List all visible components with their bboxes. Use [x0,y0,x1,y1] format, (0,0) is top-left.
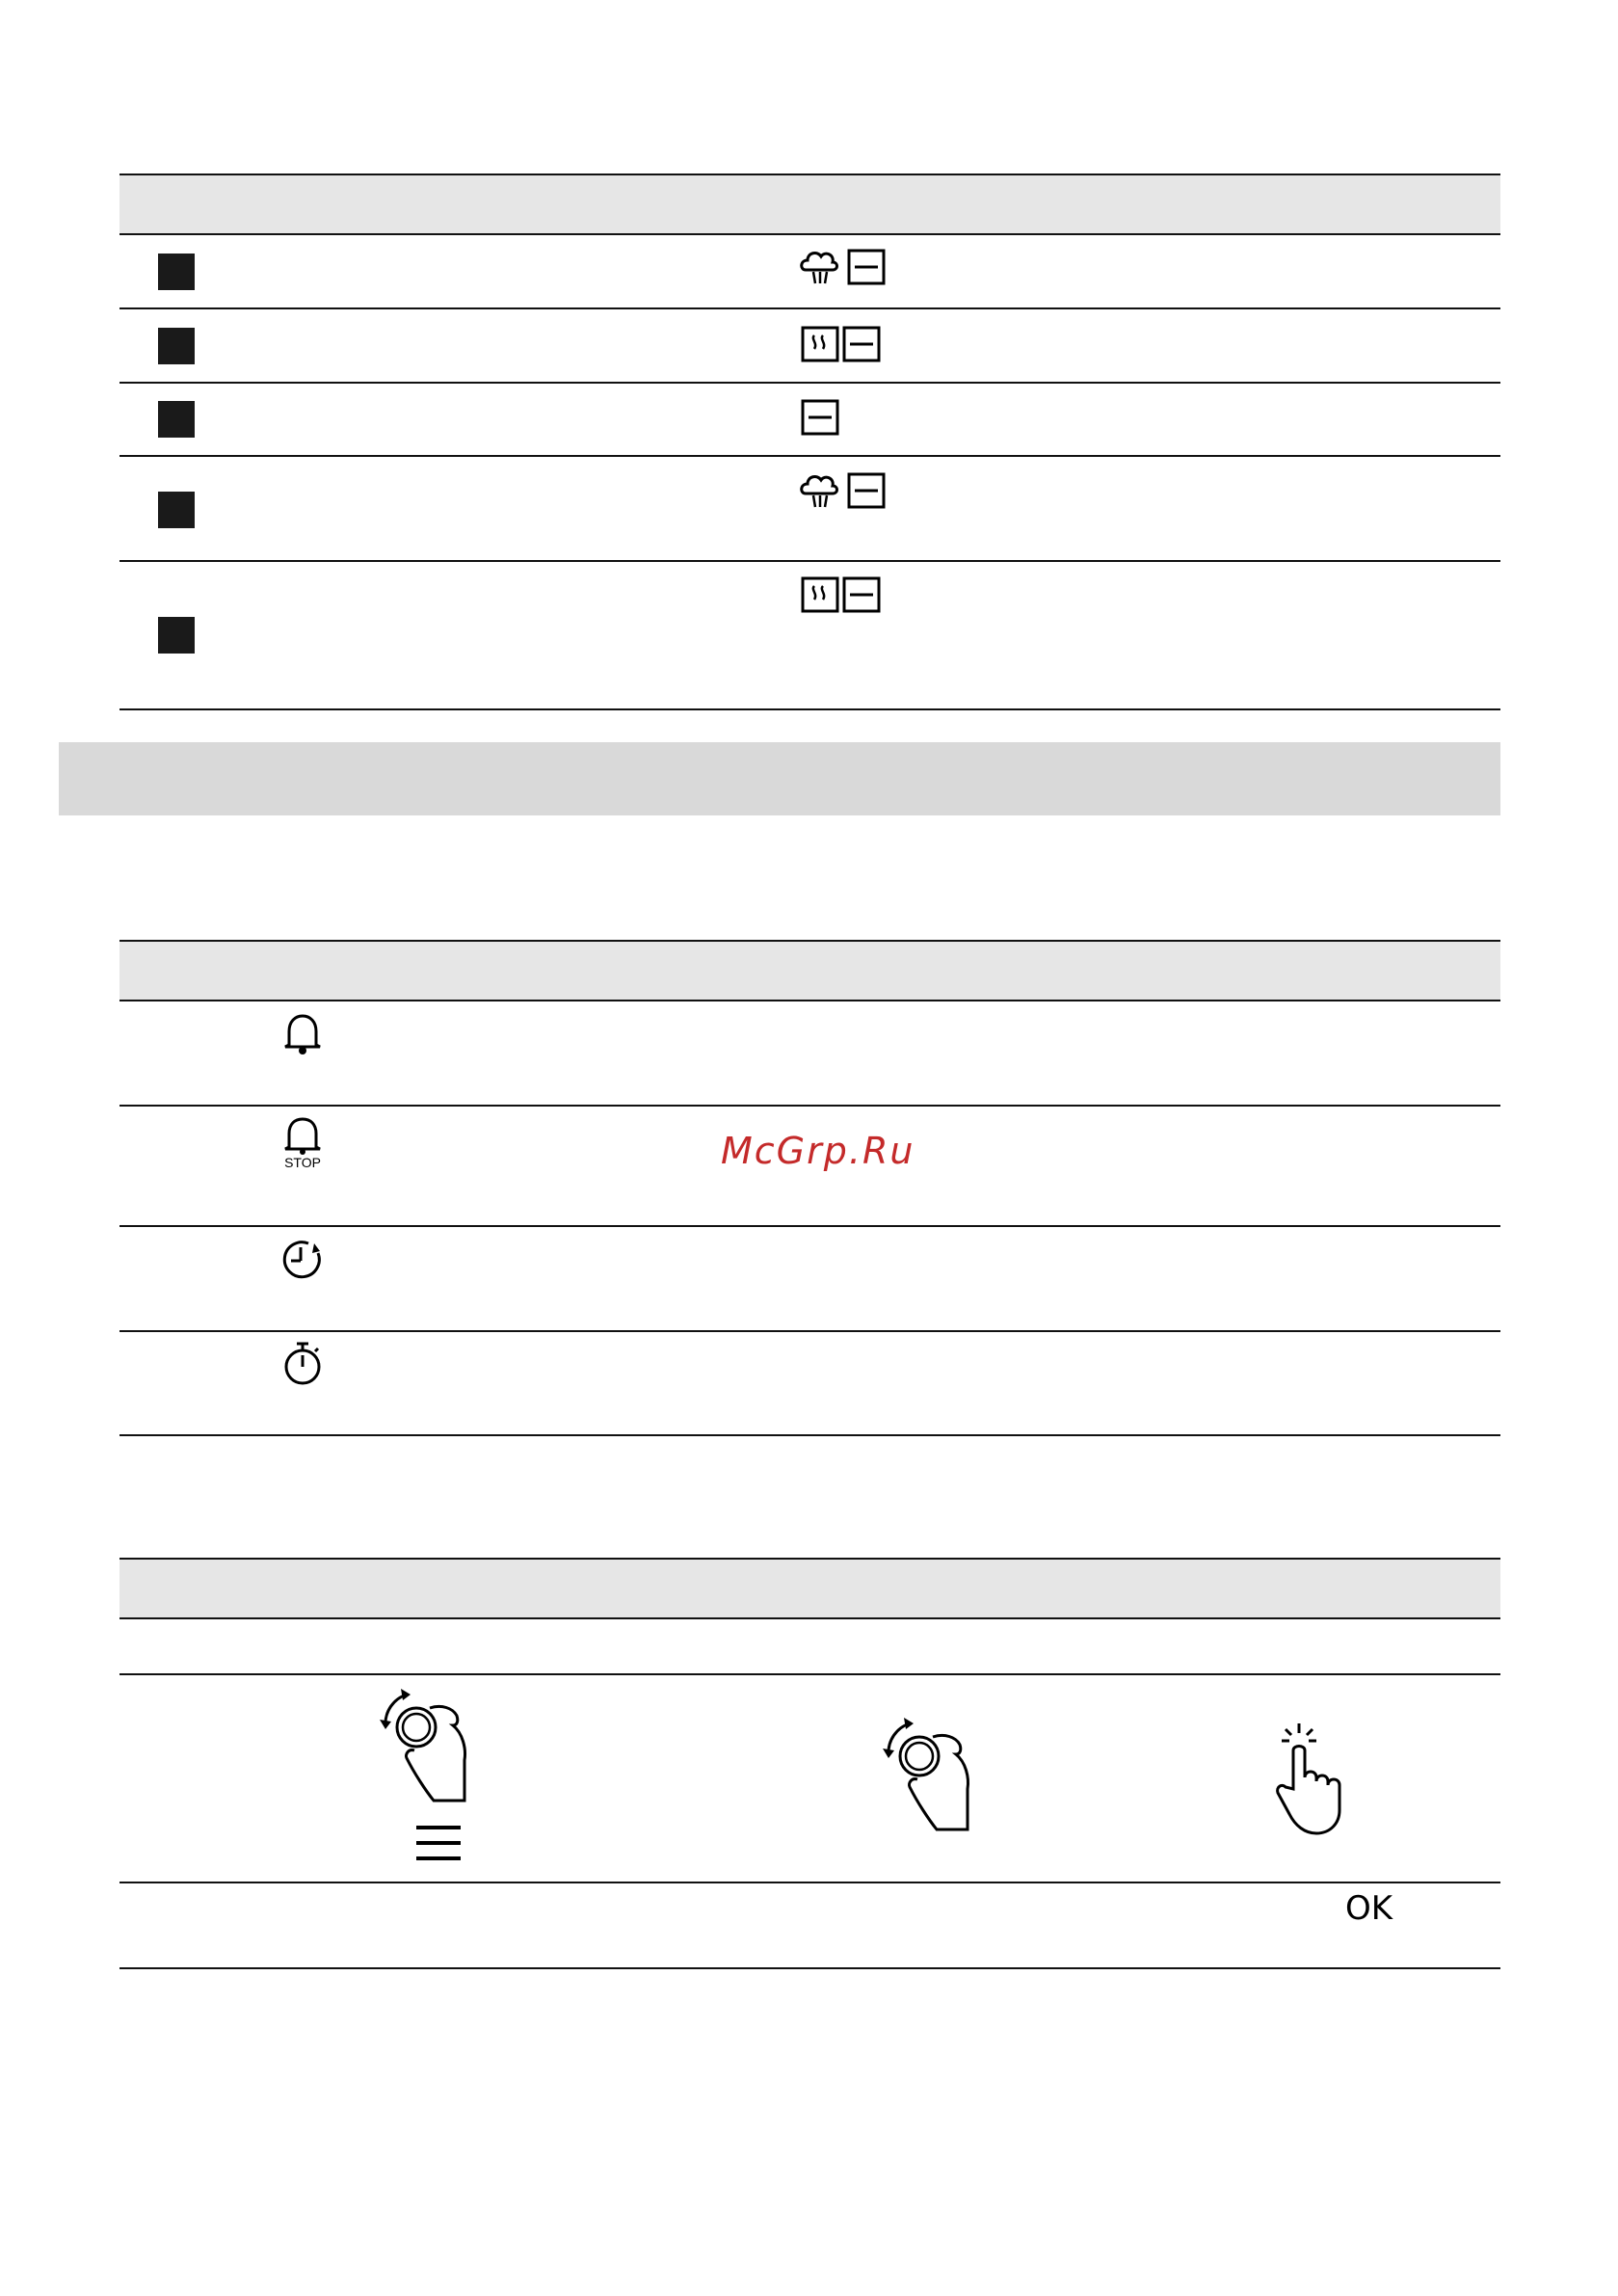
watermark: McGrp.Ru [721,1130,915,1172]
table2-row-rule [119,1225,1500,1227]
bell-stop-icon [281,1116,324,1155]
table1-marker [158,328,195,364]
table1-marker [158,492,195,528]
table1-marker [158,617,195,654]
table3-row-rule [119,1882,1500,1883]
table1-bottom-rule [119,708,1500,710]
tray-icon [800,397,840,438]
table2-top-rule [119,940,1500,942]
table1-top-rule [119,174,1500,175]
menu-icon [414,1822,463,1864]
table1-row-rule [119,560,1500,562]
table1-row-rule [119,307,1500,309]
table2-row-rule [119,1105,1500,1107]
table1-row-rule [119,382,1500,384]
section-heading-bar [59,742,1500,815]
steam-tray-icon [800,470,887,511]
knob-rotate-hand-icon [875,1716,981,1836]
table2-bottom-rule [119,1434,1500,1436]
clock-delay-icon [279,1238,328,1282]
table1-marker [158,401,195,438]
stop-label: STOP [284,1155,321,1170]
touch-hand-icon [1268,1722,1355,1837]
table3-bottom-rule [119,1967,1500,1969]
table3-top-rule [119,1558,1500,1560]
stopwatch-icon [281,1340,324,1388]
ok-label: OK [1345,1889,1393,1928]
table2-row-rule [119,1330,1500,1332]
table2-header-rule [119,1000,1500,1001]
bell-icon [281,1012,324,1056]
table2-header [119,941,1500,1001]
table1-header [119,174,1500,234]
knob-rotate-hand-icon [372,1687,478,1807]
table1-row-rule [119,455,1500,457]
heat-tray-icon [800,574,887,615]
steam-tray-icon [800,247,887,287]
table3-header [119,1559,1500,1618]
table3-header-rule [119,1617,1500,1619]
table1-marker [158,254,195,290]
heat-tray-icon [800,324,887,364]
table1-header-rule [119,233,1500,235]
table3-row-rule [119,1673,1500,1675]
